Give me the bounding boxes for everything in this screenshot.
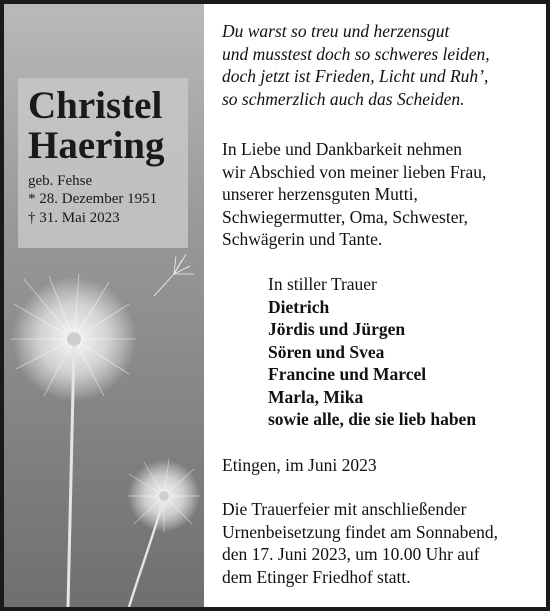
- mourner-name: Dietrich: [268, 296, 330, 317]
- farewell-line: wir Abschied von meiner lieben Frau,: [222, 161, 487, 182]
- mourner-name: Francine und Marcel: [268, 364, 427, 384]
- funeral-line: dem Etinger Friedhof statt.: [222, 566, 411, 587]
- poem-line: doch jetzt ist Frieden, Licht und Ruh’,: [222, 66, 489, 86]
- farewell-text: [222, 138, 486, 251]
- last-name: Haering: [28, 124, 165, 167]
- funeral-line: den 17. Juni 2023, um 10.00 Uhr auf: [222, 544, 480, 564]
- farewell-line: Schwägerin und Tante.: [222, 229, 383, 249]
- mourner-name: Sören und Svea: [268, 341, 385, 362]
- funeral-info: [222, 498, 498, 588]
- poem: [222, 20, 542, 110]
- mourners: [268, 273, 476, 431]
- farewell-line: unserer herzensguten Mutti,: [222, 184, 418, 204]
- farewell-line: Schwiegermutter, Oma, Schwester,: [222, 206, 468, 227]
- mourner-name: Marla, Mika: [268, 386, 364, 407]
- poem-line: und musstest doch so schweres leiden,: [222, 43, 490, 64]
- birth-name: geb. Fehse: [28, 173, 93, 189]
- farewell-line: In Liebe und Dankbarkeit nehmen: [222, 139, 463, 159]
- name-box: [18, 78, 188, 248]
- poem-line: so schmerzlich auch das Scheiden.: [222, 88, 465, 109]
- funeral-line: Urnenbeisetzung findet am Sonnabend,: [222, 521, 499, 542]
- place-date: Etingen, im Juni 2023: [222, 455, 377, 475]
- funeral-line: Die Trauerfeier mit anschließender: [222, 499, 467, 519]
- mourner-name: Jördis und Jürgen: [268, 319, 406, 339]
- birth-date: * 28. Dezember 1951: [28, 191, 158, 207]
- poem-line: Du warst so treu und herzensgut: [222, 21, 450, 41]
- mourners-intro: In stiller Trauer: [268, 274, 377, 294]
- death-date: † 31. Mai 2023: [28, 210, 120, 226]
- mourner-name: sowie alle, die sie lieb haben: [268, 409, 477, 429]
- first-name: Christel: [28, 84, 163, 127]
